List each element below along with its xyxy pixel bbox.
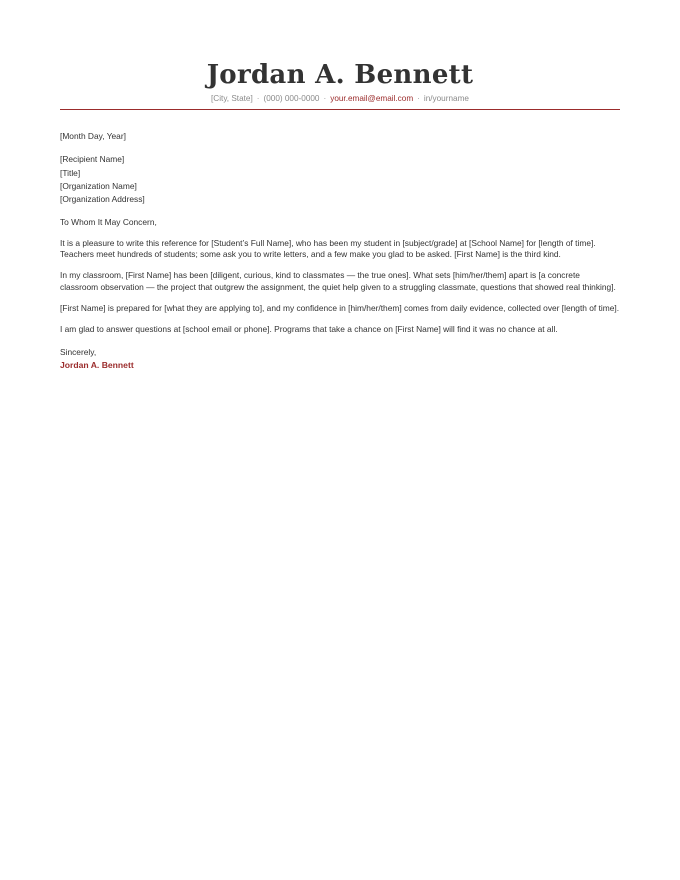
sender-location: [City, State] — [211, 94, 253, 103]
contact-separator: · — [417, 94, 420, 103]
body-paragraph: In my classroom, [First Name] has been [diligent, curious, kind to classmates — the true ones]. What sets [him/her/them] apart is [a concrete classroom observation — the project that outgrew the assignment, the quiet help given to a struggling classmate, questions that showed real thinking]. — [60, 270, 616, 292]
header-divider — [60, 109, 620, 110]
letter-body — [60, 131, 620, 372]
letter-greeting: To Whom It May Concern, — [60, 216, 157, 227]
contact-separator: · — [323, 94, 327, 103]
body-paragraph: It is a pleasure to write this reference for [Student’s Full Name], who has been my student in [subject/grade] at [School Name] for [length of time]. Teachers meet hundreds of students; some ask you to write letters, and a few make you glad to be asked. [First Name] is the third kind. — [60, 238, 596, 260]
contact-line — [60, 93, 620, 104]
sender-phone: (000) 000-0000 — [263, 94, 320, 103]
sender-linkedin: in/yourname — [423, 94, 469, 103]
recipient-address: [Organization Address] — [60, 194, 145, 205]
recipient-block — [60, 153, 620, 207]
letter-closing: Sincerely, — [60, 347, 97, 358]
body-paragraph: [First Name] is prepared for [what they are applying to], and my confidence in [him/her/them] comes from daily evidence, collected over [length of time]. — [60, 302, 620, 313]
recipient-title: [Title] — [60, 167, 81, 178]
recipient-name: [Recipient Name] — [60, 154, 125, 165]
sender-email-link[interactable]: your.email@email.com — [330, 94, 414, 103]
letter-signature: Jordan A. Bennett — [60, 360, 134, 371]
sender-name: Jordan A. Bennett — [206, 60, 474, 90]
letter-page — [60, 0, 620, 372]
contact-separator: · — [256, 94, 260, 103]
letter-date: [Month Day, Year] — [60, 131, 126, 141]
body-paragraph: I am glad to answer questions at [school email or phone]. Programs that take a chance on [First Name] will find it was no chance at all. — [60, 324, 558, 335]
recipient-organization: [Organization Name] — [60, 181, 137, 192]
letter-header — [60, 0, 620, 110]
